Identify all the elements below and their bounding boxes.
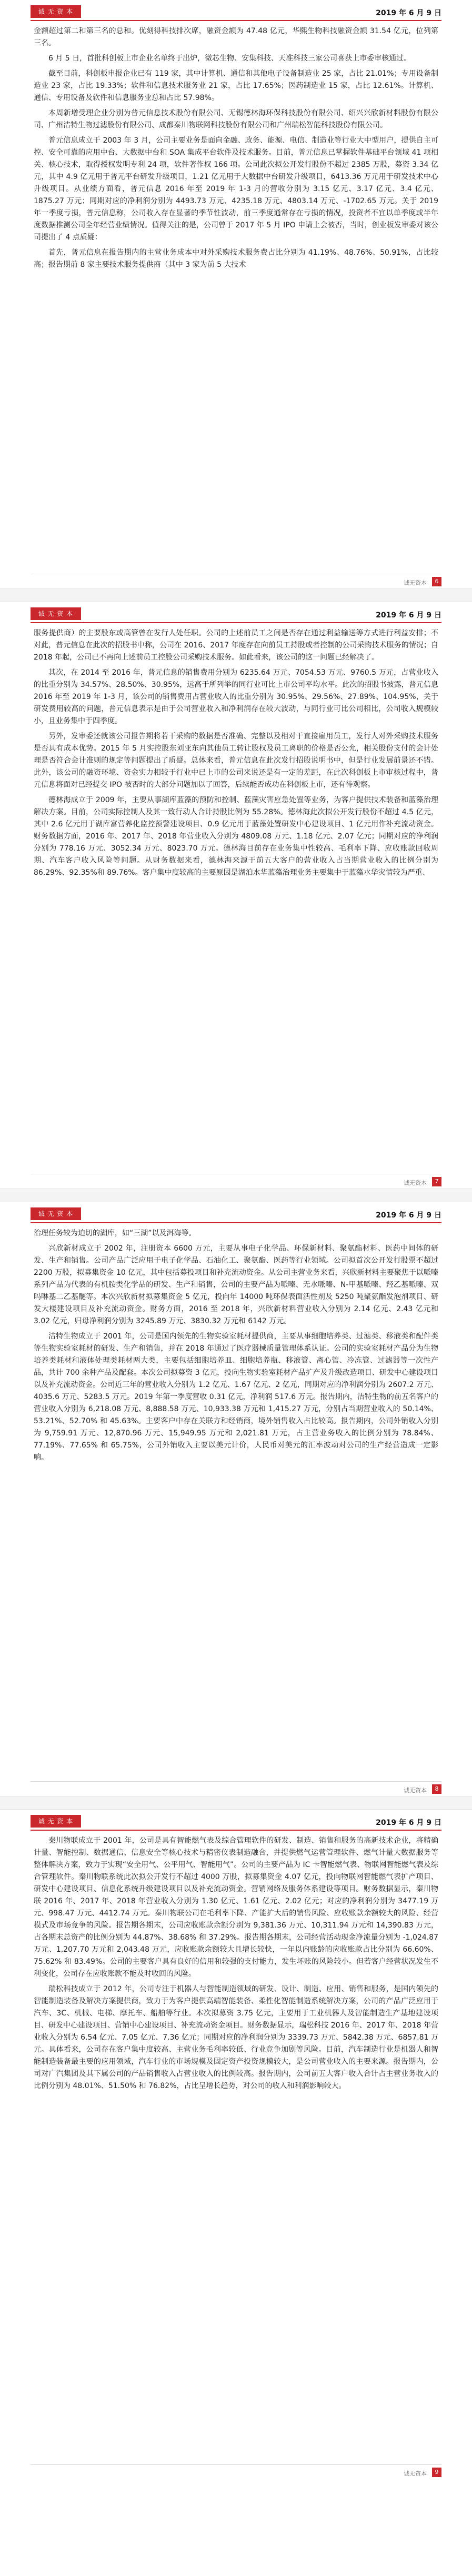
paragraph: 6 月 5 日，首批科创板上市企业名单终于出炉，微芯生物、安集科技、天准科技三家公司喜获上市委审核通过。	[48, 54, 411, 63]
paragraph: 兴欣新材成立于 2002 年，注册资本 6600 万元，主要从事电子化学品、环保新材料、聚氨酯材料、医药中间体的研发、生产和销售。公司产品广泛应用于电子化学品、石油化工、聚氨酯、医药等行业领域。公司拟首次公开发行股票不超过 2200 万股，拟募集资金 10 亿元，其中包括募投项目和补充流动资金。从公司主营业务来看，兴欣新材料主要聚焦于以哌嗪系列产品为代表的有机胺类化学品的研发、生产和销售，公司的主要产品为哌嗪、无水哌嗪、N-甲基哌嗪、羟乙基哌嗪、双吗啉基二乙基醚等。本次兴欣新材拟募集资金 5 亿元，投向年 14000 吨环保表面活性剂及 5250 吨聚氨酯发泡剂项目、研发大楼建设项目及补充流动资金。财务方面，2016 至 2018 年，兴欣新材料营业收入分别为 2.14 亿元、2.43 亿元和 3.02 亿元，归母净利润分别为 3245.89 万元、3830.32 万元和 6142 万元。	[34, 1244, 438, 1325]
page-body	[0, 1223, 472, 1781]
page-header	[31, 1202, 441, 1223]
paragraph: 首先，普元信息在报告期内的主营业务成本中对外采购技术服务费占比分别为 41.19%、48.76%、50.91%，占比较高；报告期前 8 家主要技术服务提供商（其中 3 家为前 5 大技术	[34, 248, 438, 269]
paragraph: 秦川物联成立于 2001 年，公司是具有智能燃气表及综合管理软件的研发、制造、销售和服务的高新技术企业，将精确计量、智能控制、数据通信、信息安全等核心技术与精密仪表制造融合，并提供燃气运营管理软件、燃气计量大数据服务等整体解决方案，致力于实现“安全用气、公平用气、智能用气”。公司的主要产品为 IC 卡智能燃气表、物联网智能燃气表及综合管理软件。秦川物联系统此次拟公开发行不超过 4000 万股，拟募集资金 4.07 亿元，投向物联网智能燃气表扩产项目、研发中心建设项目、信息化系统升级建设项目以及补充流动资金。营销网络及服务体系建设等项目。财务数据显示，秦川物联 2016 年、2017 年、2018 年营业收入分别为 1.30 亿元、1.61 亿元、2.02 亿元；对应的净利润分别为 3477.19 万元、998.47 万元、4412.74 万元。秦川物联公司在毛利率下降、产能扩大后的销售风险、应收账款余额较大的风险、经营模式及市场竞争的风险。报告期各期末，公司应收账款余额分别为 9,381.36 万元、10,311.94 万元和 14,390.83 万元，占各期末总资产的比例分别为 44.87%、38.68% 和 37.29%。报告期各期末，公司经营活动现金净流量分别为 -1,024.87 万元、1,207.70 万元和 2,043.48 万元，应收账款余额较大且增长较快，一年以内账龄的应收账款占比分别为 66.60%、75.62% 和 83.49%。公司的主要客户具有良好的信用和较强的支付能力，发生坏账的风险较小。但若客户经营状况发生不利变化，公司存在应收账款不能及时收回的风险。	[34, 1836, 438, 1978]
page-footer	[31, 2464, 441, 2479]
report-date: 2019 年 6 月 9 日	[376, 9, 441, 17]
page-body	[0, 1831, 472, 2464]
report-page	[0, 1810, 472, 2479]
report-date: 2019 年 6 月 9 日	[376, 1211, 441, 1220]
page-header	[31, 602, 441, 623]
paragraph: 截至目前，科创板申报企业已有 119 家，其中计算机、通信和其他电子设备制造业 25 家，占比 21.01%；专用设备制造业 23 家，占比 19.33%；软件和信息技术服务业 21 家，占比 17.65%；医药制造业 15 家，占比 12.61%。计算机、通信、专用设备及软件和信息服务业总和占比 57.98%。	[34, 69, 438, 102]
page-footer	[31, 1781, 441, 1796]
footer-brand: 诚无资本	[404, 2470, 427, 2477]
footer-brand: 诚无资本	[404, 1787, 427, 1794]
report-page	[0, 1202, 472, 1796]
report-page	[0, 0, 472, 588]
paragraph: 其次，在 2014 至 2016 年，普元信息的销售费用分别为 6235.64 万元、7054.53 万元、9760.5 万元，占营业收入的比重分别为 34.57%、28.50%、30.95%，远高于所列举的同行业可比上市公司平均水平。此次的招股书披露，普元信息 2016 年至 2019 年 1-3 月，该公司的销售费用占营业收入的比重分别为 30.95%、29.56%、27.89%、104.95%，关于研发费用较高的问题，普元信息表示是由于公司营业收入和净利润存在较大波动，与同行业可比公司相比，公司收入规模较小，且业务集中于四季度。	[34, 668, 438, 725]
brand-logo: 诚 无 资 本	[31, 1207, 81, 1220]
footer-brand: 诚无资本	[404, 1180, 427, 1186]
page-number: 9	[432, 2468, 441, 2477]
page-header	[31, 1810, 441, 1831]
paragraph: 普元信息成立于 2003 年 3 月，公司主要业务是面向金融、政务、能源、电信、制造业等行业大中型用户，提供自主可控、安全可靠的应用中台、大数据中台和 SOA 集成平台软件及技术服务。目前，普元信息已掌握软件基础平台领域 41 项相关、核心技术，取得授权发明专利 24 项，软件著作权 166 项。公司此次拟公开发行股份不超过 2385 万股，募资 3.34 亿元，其中 4.9 亿元用于普元平台研发升级项目，1.21 亿元用于大数据中台研发升级项目，6413.36 万元用于研发技术中心升级项目。从业绩方面看，普元信息 2016 年至 2019 年 1-3 月的营收分别为 3.15 亿元、3.17 亿元、3.4 亿元、1875.27 万元；同期对应的净利润分别为 4493.73 万元、4235.18 万元、4803.14 万元、-1702.65 万元。关于 2019 年一季度亏损，普元信息称，公司收入存在显著的季节性波动，前三季度通常存在亏损的情况，投资者不宜以单季度或半年度数据推测公司全年经营业绩情况。值得关注的是，公司曾于 2017 年 5 月 IPO 申请上会被否，当时，创业板发审委对该公司提出了 4 点质疑：	[34, 136, 438, 242]
page-footer	[31, 1174, 441, 1189]
paragraph: 洁特生物成立于 2001 年，公司是国内领先的生物实验室耗材提供商，主要从事细胞培养类、过滤类、移液类和配件类等生物实验室耗材的研发、生产和销售，并在 2018 年通过了医疗器械质量管理体系认证。公司的实验室耗材产品分为生物培养类耗材和液体处理类耗材两大类，主要包括细胞培养皿、细胞培养瓶、移液管、离心管、冷冻管、过滤器等一次性产品，共计 700 余种产品及配套。本次公司拟募资 3 亿元，投向生物实验室耗材产品扩产及升级改造项目、研发中心建设项目以及补充流动资金。公司近三年的营业收入分别为 1.2 亿元、1.67 亿元、2 亿元，同期对应的净利润分别为 2607.2 万元、4035.6 万元、5283.5 万元。2019 年第一季度营收 0.31 亿元，净利润 517.6 万元。报告期内，洁特生物的前五名客户的营业收入分别为 6,218.08 万元、8,888.58 万元、10,933.38 万元和 1,415.27 万元，分别占当期营业收入的 50.14%、53.21%、52.70% 和 45.63%。主要客户中存在关联方和经销商，境外销售收入占比较高。报告期内，公司外销收入分别为 9,759.91 万元、12,870.96 万元、15,949.95 万元和 2,021.81 万元，占主营业务收入的比例分别为 78.84%、77.19%、77.65% 和 65.75%，公司外销收入主要以美元计价，人民币对美元的汇率波动对公司的生产经营造成一定影响。	[34, 1332, 438, 1462]
paragraph: 德林海成立于 2009 年，主要从事湖库蓝藻的预防和控制、蓝藻灾害应急处置等业务，为客户提供技术装备和蓝藻治理解决方案。目前，公司实际控制人及其一致行动人合计持股比例为 55.28%。德林海此次拟公开发行股份不超过 4.5 亿元，其中 2.6 亿元用于湖库富营养化监控预警建设项目、0.9 亿元用于蓝藻处置研发中心建设项目、1 亿元用作补充流动资金。财务数据方面，2016 年、2017 年、2018 年营业收入分别为 4809.08 万元、1.18 亿元、2.07 亿元；同期对应的净利润分别为 778.16 万元、3052.34 万元、8023.70 万元。德林海目前存在业务集中性较高、毛利率下降、应收账款回收周期、汽车客户收入风险等问题。从财务数据来看，德林海来源于前五大客户的营业收入占当期营业收入的比例分别为 86.29%、92.35%和 89.76%。客户集中度较高的主要原因是湖泊水华蓝藻治理业务主要集中于蓝藻水华灾情较为严重、	[34, 796, 438, 877]
paragraph: 另外，发审委还就该公司报告期将若干采购的数据是否准确、完整以及相对于直接雇用员工，发行人对外采购技术服务是否具有成本优势。2015 年 5 月实控股东刘亚东向其他员工转让股权及员工离职的价格是否公允，相关股份支付的会计处理是否符合会计准则的规定等问题提出了质疑。总体来看，普元信息在此次发行招股说明书中，但是行业发展前景还不错。此外，该公司的融资环境、资金实力相较于行业中已上市的公司来说还是有一定的差距，在此次科创板上市审核过程中，普元信息将面对已经提交 IPO 被否时的大部分问题加以了回答，后续能否成功在科创板上市，还有待观察。	[34, 732, 438, 789]
report-date: 2019 年 6 月 9 日	[376, 611, 441, 620]
paragraph: 瑞松科技成立于 2012 年，公司专注于机器人与智能制造领域的研发、设计、制造、应用、销售和服务，是国内领先的智能制造装备及解决方案提供商，致力于为客户提供高端智能装备、柔性化智能制造系统解决方案，公司的产品广泛应用于汽车、3C、机械、电梯、摩托车、船舶等行业。本次拟募资 3.75 亿元，主要用于工业机器人及智能制造生产基地建设项目、研发中心建设项目、营销中心建设项目、补充流动资金项目。财务数据显示，瑞松科技 2016 年、2017 年、2018 年营业收入分别为 6.54 亿元、7.05 亿元、7.36 亿元；同期对应的净利润分别为 3339.73 万元、5842.38 万元、6857.81 万元。具体看来，公司存在客户集中度较高、主营业务毛利率较低、行业竞争加剧等风险。目前，汽车制造行业是机器人和智能制造装备最主要的应用领域，汽车行业的市场规模及固定资产投资规模较大，是公司营业收入的主要来源。报告期内，公司对广汽集团及其下属公司的产品销售收入占营业收入的比例较高。报告期内，公司前五大客户收入合计占主营业务收入的比例分别为 48.01%、51.50% 和 76.82%，占比呈增长趋势，对公司的收入和利润影响较大。	[34, 1985, 438, 2090]
page-separator	[0, 1189, 472, 1202]
footer-brand: 诚无资本	[404, 580, 427, 586]
brand-logo: 诚 无 资 本	[31, 607, 81, 620]
paragraph: 治理任务较为迫切的湖库，如“三湖”以及洱海等。	[34, 1229, 196, 1237]
page-separator	[0, 588, 472, 602]
paragraph: 服务提供商）的主要股东或高管曾在发行人处任职。公司的上述前员工之间是否存在通过利益输送等方式进行利益安排；不对此，普元信息在此次的招股书中称，公司在 2016、2017 年度存在向前员工持股或者控制的公司采购技术服务的情况；自 2018 年起，公司已不再向上述前员工控股公司采购技术服务。如此看来，该公司的这一问题已经解决了。	[34, 629, 438, 662]
page-footer	[31, 574, 441, 588]
paragraph: 本周新增受理企业分别为普元信息技术股份有限公司、无锡德林海环保科技股份有限公司、绍兴兴欣新材料股份有限公司、广州洁特生物过滤股份有限公司、成都秦川物联网科技股份有限公司和广州瑞松智能科技股份有限公司。	[34, 109, 438, 129]
page-number: 8	[432, 1784, 441, 1794]
report-date: 2019 年 6 月 9 日	[376, 1819, 441, 1827]
page-body	[0, 21, 472, 574]
page-separator	[0, 1796, 472, 1810]
page-number: 6	[432, 577, 441, 586]
page-number: 7	[432, 1177, 441, 1186]
brand-logo: 诚 无 资 本	[31, 5, 81, 18]
page-body	[0, 623, 472, 1174]
report-page	[0, 602, 472, 1189]
brand-logo: 诚 无 资 本	[31, 1815, 81, 1828]
page-header	[31, 0, 441, 21]
paragraph: 金额超过第二和第三名的总和。优刻得科技排次席，融资金额为 47.48 亿元，华熙生物科技融资金额 31.54 亿元，位列第三名。	[34, 27, 438, 47]
